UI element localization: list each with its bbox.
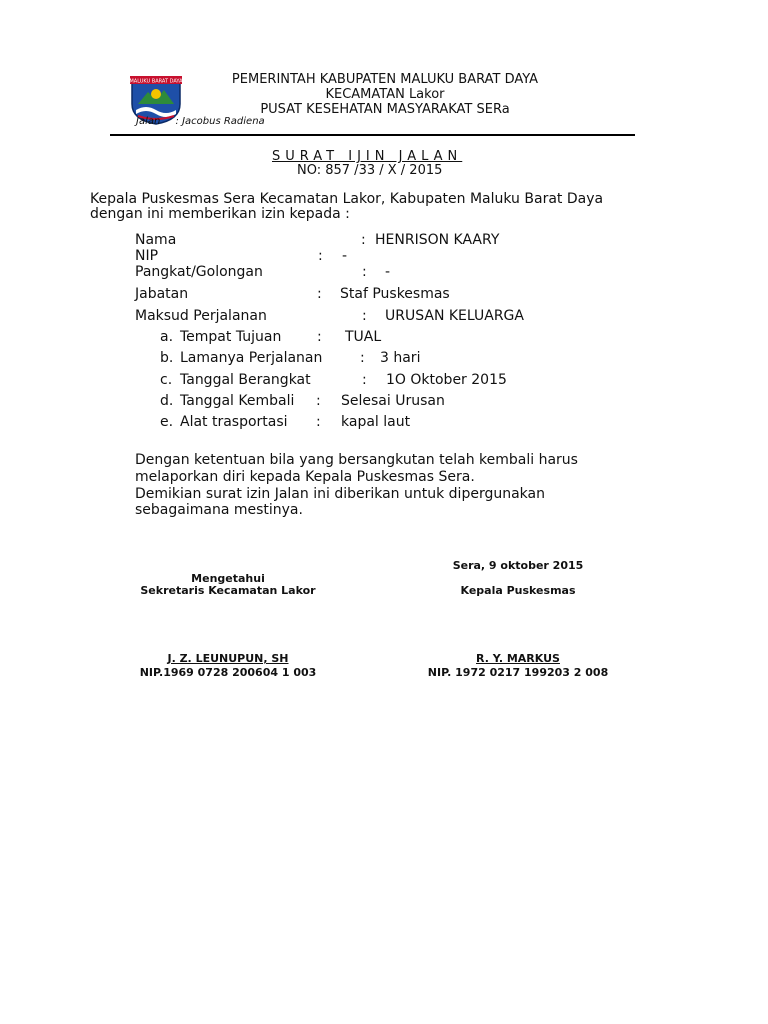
closing-line-4: sebagaimana mestinya.: [135, 502, 303, 518]
address-label: Jalan: [136, 116, 161, 127]
field-maksud-separator: :: [362, 308, 367, 324]
field-maksud-value: URUSAN KELUARGA: [385, 308, 524, 324]
field-pangkat-value: -: [385, 264, 391, 280]
signature-place-date: Sera, 9 oktober 2015: [452, 559, 584, 572]
header-divider: [110, 134, 635, 136]
detail-b-letter: b.: [160, 350, 174, 366]
field-jabatan-label: Jabatan: [135, 286, 189, 302]
detail-d-separator: :: [316, 393, 321, 409]
field-nama-separator: :: [361, 232, 366, 248]
field-nama-value: HENRISON KAARY: [375, 232, 500, 248]
signature-left-name: J. Z. LEUNUPUN, SH: [167, 652, 289, 665]
header-address: [136, 116, 265, 127]
detail-c-separator: :: [362, 372, 367, 388]
detail-e-letter: e.: [160, 414, 174, 430]
field-nip-value: -: [342, 248, 348, 264]
header-government: PEMERINTAH KABUPATEN MALUKU BARAT DAYA: [231, 72, 539, 87]
detail-b-separator: :: [360, 350, 365, 366]
field-nama-label: Nama: [135, 232, 177, 248]
detail-c-value: 1O Oktober 2015: [386, 372, 507, 388]
detail-d-value: Selesai Urusan: [341, 393, 445, 409]
signature-left-line-2: Sekretaris Kecamatan Lakor: [140, 584, 316, 597]
header-district: KECAMATAN Lakor: [325, 87, 445, 102]
detail-b-value: 3 hari: [380, 350, 421, 366]
field-pangkat-separator: :: [362, 264, 367, 280]
signature-right-nip: NIP. 1972 0217 199203 2 008: [427, 666, 609, 679]
detail-a-separator: :: [317, 329, 322, 345]
closing-line-2: melaporkan diri kepada Kepala Puskesmas Sera.: [135, 469, 475, 485]
closing-line-3: Demikian surat izin Jalan ini diberikan untuk dipergunakan: [135, 486, 545, 502]
document-number: NO: 857 /33 / X / 2015: [297, 163, 443, 178]
document-title: SURAT IJIN JALAN: [272, 149, 463, 164]
intro-line-2: dengan ini memberikan izin kepada :: [90, 206, 350, 222]
detail-e-label: Alat trasportasi: [180, 414, 288, 430]
detail-d-label: Tanggal Kembali: [180, 393, 295, 409]
field-maksud-label: Maksud Perjalanan: [135, 308, 267, 324]
field-jabatan-separator: :: [317, 286, 322, 302]
address-separator: :: [175, 116, 179, 127]
field-jabatan-value: Staf Puskesmas: [340, 286, 450, 302]
intro-line-1: Kepala Puskesmas Sera Kecamatan Lakor, Kabupaten Maluku Barat Daya: [90, 191, 604, 207]
closing-line-1: Dengan ketentuan bila yang bersangkutan telah kembali harus: [135, 452, 578, 468]
detail-c-label: Tanggal Berangkat: [180, 372, 311, 388]
detail-e-value: kapal laut: [341, 414, 411, 430]
field-nip-label: NIP: [135, 248, 159, 264]
detail-d-letter: d.: [160, 393, 174, 409]
detail-a-label: Tempat Tujuan: [180, 329, 282, 345]
detail-c-letter: c.: [160, 372, 173, 388]
header-health-center: PUSAT KESEHATAN MASYARAKAT SERa: [260, 102, 510, 117]
detail-a-value: TUAL: [345, 329, 382, 345]
signature-left-line-1: Mengetahui: [191, 572, 265, 585]
field-nip-separator: :: [318, 248, 323, 264]
field-pangkat-label: Pangkat/Golongan: [135, 264, 263, 280]
signature-right-name: R. Y. MARKUS: [476, 652, 560, 665]
address-value: Jacobus Radiena: [182, 116, 265, 127]
signature-right-title: Kepala Puskesmas: [460, 584, 576, 597]
logo-text: MALUKU BARAT DAYA: [129, 78, 183, 85]
detail-b-label: Lamanya Perjalanan: [180, 350, 323, 366]
detail-e-separator: :: [316, 414, 321, 430]
detail-a-letter: a.: [160, 329, 174, 345]
signature-left-nip: NIP.1969 0728 200604 1 003: [139, 666, 317, 679]
